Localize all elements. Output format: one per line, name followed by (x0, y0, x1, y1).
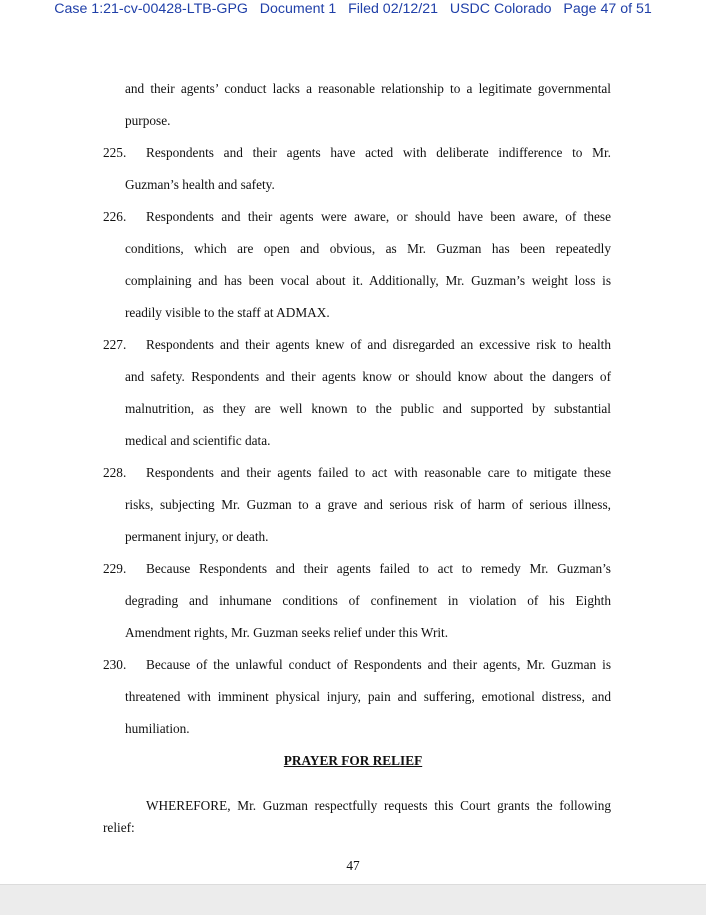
paragraph-line: medical and scientific data. (125, 433, 271, 448)
paragraph-225-first-line (103, 137, 611, 169)
paragraph-line: permanent injury, or death. (125, 529, 269, 544)
continuation-line: and their agents’ conduct lacks a reasonable relationship to a legitimate governmental (125, 81, 611, 96)
page-number: 47 (346, 858, 360, 873)
paragraph-text: Respondents and their agents knew of and disregarded an excessive risk to health (146, 337, 611, 352)
wherefore-clause (103, 795, 611, 839)
paragraph-230-first-line (103, 649, 611, 681)
paragraph-number: 229. (103, 561, 127, 576)
viewer-bottom-bar (0, 884, 706, 915)
paragraph-number: 225. (103, 145, 127, 160)
paragraph-line: readily visible to the staff at ADMAX. (125, 305, 330, 320)
section-heading: PRAYER FOR RELIEF (283, 753, 423, 768)
paragraph-227-first-line (103, 329, 611, 361)
paragraph-text: Because Respondents and their agents failed to act to remedy Mr. Guzman’s (146, 561, 611, 576)
document-body (103, 73, 611, 745)
paragraph-number: 226. (103, 209, 127, 224)
paragraph-228-first-line (103, 457, 611, 489)
paragraph-number: 228. (103, 465, 127, 480)
paragraph-line: conditions, which are open and obvious, as Mr. Guzman has been repeatedly (125, 241, 611, 256)
paragraph-line: and safety. Respondents and their agents know or should know about the dangers of (125, 369, 611, 384)
paragraph-229-first-line (103, 553, 611, 585)
paragraph-text: Respondents and their agents were aware, or should have been aware, of these (146, 209, 611, 224)
continuation-line: purpose. (125, 113, 171, 128)
paragraph-line: complaining and has been vocal about it. Additionally, Mr. Guzman’s weight loss is (125, 273, 611, 288)
paragraph-line: Amendment rights, Mr. Guzman seeks relief under this Writ. (125, 625, 449, 640)
wherefore-last-line: relief: (103, 820, 135, 835)
paragraph-text: Respondents and their agents failed to act with reasonable care to mitigate these (146, 465, 611, 480)
paragraph-number: 230. (103, 657, 127, 672)
paragraph-line: Guzman’s health and safety. (125, 177, 275, 192)
case-header: Case 1:21-cv-00428-LTB-GPG Document 1 Filed 02/12/21 USDC Colorado Page 47 of 51 (54, 1, 652, 17)
paragraph-line: humiliation. (125, 721, 190, 736)
paragraph-number: 227. (103, 337, 127, 352)
paragraph-text: Respondents and their agents have acted with deliberate indifference to Mr. (146, 145, 611, 160)
paragraph-line: malnutrition, as they are well known to the public and supported by substantial (125, 401, 611, 416)
wherefore-first-line: WHEREFORE, Mr. Guzman respectfully requests this Court grants the following (146, 798, 611, 813)
paragraph-line: degrading and inhumane conditions of confinement in violation of his Eighth (125, 593, 611, 608)
paragraph-text: Because of the unlawful conduct of Respondents and their agents, Mr. Guzman is (146, 657, 611, 672)
paragraph-226-first-line (103, 201, 611, 233)
paragraph-line: threatened with imminent physical injury, pain and suffering, emotional distress, and (125, 689, 611, 704)
paragraph-line: risks, subjecting Mr. Guzman to a grave and serious risk of harm of serious illness, (125, 497, 611, 512)
